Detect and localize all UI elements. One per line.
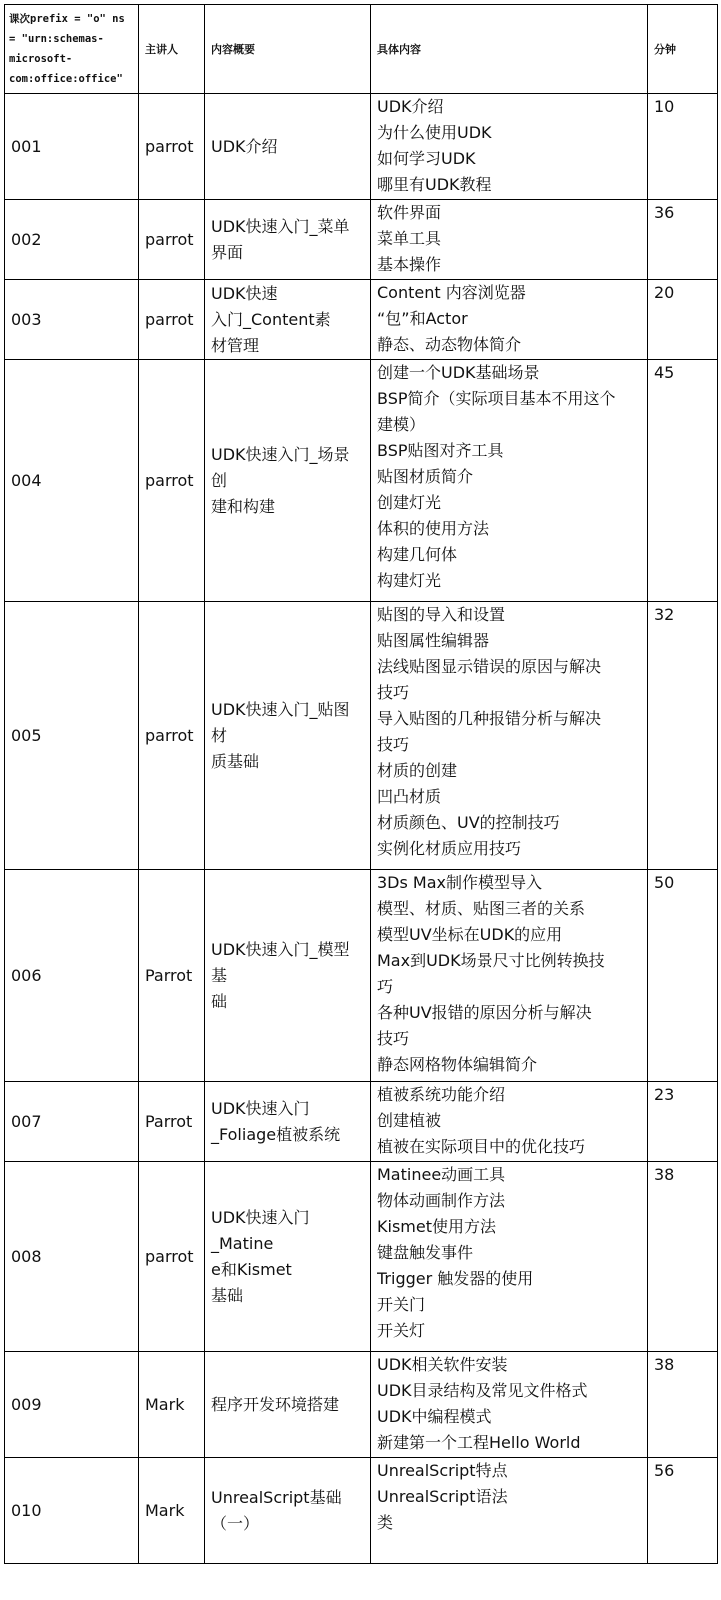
detail-item: UnrealScript语法 — [377, 1487, 508, 1506]
details-cell — [371, 200, 648, 280]
summary-cell: UnrealScript基础（一） — [205, 1458, 371, 1564]
header-minutes: 分钟 — [648, 5, 718, 94]
detail-item: 导入贴图的几种报错分析与解决 技巧 — [377, 709, 602, 754]
speaker-cell: parrot — [139, 94, 205, 200]
detail-item: 实例化材质应用技巧 — [377, 839, 522, 858]
detail-item: 凹凸材质 — [377, 787, 442, 806]
detail-item: 植被系统功能介绍 — [377, 1085, 506, 1104]
table-row — [5, 1352, 718, 1458]
detail-item: 创建植被 — [377, 1111, 442, 1130]
detail-item: 为什么使用UDK — [377, 123, 492, 142]
details-cell — [371, 94, 648, 200]
detail-item: 贴图材质简介 — [377, 467, 474, 486]
detail-item: BSP简介（实际项目基本不用这个 建模） — [377, 389, 616, 434]
speaker-cell: Mark — [139, 1352, 205, 1458]
detail-item: UnrealScript特点 — [377, 1461, 508, 1480]
details-cell — [371, 870, 648, 1082]
speaker-cell: parrot — [139, 280, 205, 360]
minutes-cell: 36 — [648, 200, 718, 280]
detail-item: Matinee动画工具 — [377, 1165, 506, 1184]
lesson-number: 010 — [5, 1458, 139, 1564]
details-cell — [371, 1082, 648, 1162]
details-cell — [371, 1458, 648, 1564]
detail-item: 类 — [377, 1513, 394, 1532]
summary-cell: UDK快速入门_场景创 建和构建 — [205, 360, 371, 602]
detail-item: 物体动画制作方法 — [377, 1191, 506, 1210]
detail-item: UDK中编程模式 — [377, 1407, 492, 1426]
header-speaker: 主讲人 — [139, 5, 205, 94]
detail-item: 软件界面 — [377, 203, 442, 222]
table-row — [5, 1082, 718, 1162]
lesson-number: 006 — [5, 870, 139, 1082]
header-lesson: 课次prefix = "o" ns = "urn:schemas-microsoft-com:office:office" — [5, 5, 139, 94]
table-row — [5, 870, 718, 1082]
minutes-cell: 38 — [648, 1162, 718, 1352]
table-row — [5, 200, 718, 280]
detail-item: 如何学习UDK — [377, 149, 476, 168]
summary-cell: 程序开发环境搭建 — [205, 1352, 371, 1458]
detail-item: 贴图属性编辑器 — [377, 631, 490, 650]
detail-item: 哪里有UDK教程 — [377, 175, 492, 194]
table-row — [5, 280, 718, 360]
summary-cell: UDK快速入门_模型基 础 — [205, 870, 371, 1082]
table-row — [5, 602, 718, 870]
speaker-cell: Parrot — [139, 870, 205, 1082]
minutes-cell: 45 — [648, 360, 718, 602]
details-cell — [371, 280, 648, 360]
table-row — [5, 360, 718, 602]
lesson-number: 001 — [5, 94, 139, 200]
detail-item: 创建灯光 — [377, 493, 442, 512]
lesson-number: 005 — [5, 602, 139, 870]
table-row — [5, 94, 718, 200]
table-row — [5, 1458, 718, 1564]
minutes-cell: 23 — [648, 1082, 718, 1162]
minutes-cell: 20 — [648, 280, 718, 360]
detail-item: 材质的创建 — [377, 761, 458, 780]
summary-cell: UDK快速入门_贴图材 质基础 — [205, 602, 371, 870]
details-cell — [371, 1162, 648, 1352]
header-summary: 内容概要 — [205, 5, 371, 94]
detail-item: Max到UDK场景尺寸比例转换技 巧 — [377, 951, 605, 996]
detail-item: Trigger 触发器的使用 — [377, 1269, 534, 1288]
minutes-cell: 38 — [648, 1352, 718, 1458]
detail-item: 法线贴图显示错误的原因与解决 技巧 — [377, 657, 602, 702]
detail-item: 构建灯光 — [377, 571, 442, 590]
detail-item: 模型UV坐标在UDK的应用 — [377, 925, 563, 944]
detail-item: UDK目录结构及常见文件格式 — [377, 1381, 588, 1400]
detail-item: 模型、材质、贴图三者的关系 — [377, 899, 586, 918]
detail-item: 创建一个UDK基础场景 — [377, 363, 540, 382]
details-cell — [371, 602, 648, 870]
detail-item: BSP贴图对齐工具 — [377, 441, 504, 460]
detail-item: 开关灯 — [377, 1321, 426, 1340]
speaker-cell: parrot — [139, 200, 205, 280]
detail-item: 基本操作 — [377, 255, 442, 274]
lesson-number: 007 — [5, 1082, 139, 1162]
detail-item: 材质颜色、UV的控制技巧 — [377, 813, 560, 832]
minutes-cell: 10 — [648, 94, 718, 200]
detail-item: 植被在实际项目中的优化技巧 — [377, 1137, 586, 1156]
summary-cell: UDK快速入门_菜单 界面 — [205, 200, 371, 280]
minutes-cell: 32 — [648, 602, 718, 870]
detail-item: UDK介绍 — [377, 97, 444, 116]
summary-cell: UDK快速 入门_Content素 材管理 — [205, 280, 371, 360]
speaker-cell: Mark — [139, 1458, 205, 1564]
detail-item: 键盘触发事件 — [377, 1243, 474, 1262]
detail-item: 菜单工具 — [377, 229, 442, 248]
detail-item: 静态网格物体编辑简介 — [377, 1055, 538, 1074]
summary-cell: UDK快速入门 _Foliage植被系统 — [205, 1082, 371, 1162]
detail-item: 构建几何体 — [377, 545, 458, 564]
detail-item: 新建第一个工程Hello World — [377, 1433, 581, 1452]
minutes-cell: 50 — [648, 870, 718, 1082]
lesson-number: 009 — [5, 1352, 139, 1458]
detail-item: 开关门 — [377, 1295, 426, 1314]
detail-item: Kismet使用方法 — [377, 1217, 496, 1236]
speaker-cell: parrot — [139, 360, 205, 602]
detail-item: UDK相关软件安装 — [377, 1355, 508, 1374]
detail-item: 贴图的导入和设置 — [377, 605, 506, 624]
speaker-cell: parrot — [139, 1162, 205, 1352]
summary-cell: UDK介绍 — [205, 94, 371, 200]
course-table-container — [4, 4, 717, 1564]
table-row — [5, 1162, 718, 1352]
lesson-number: 004 — [5, 360, 139, 602]
detail-item: 各种UV报错的原因分析与解决 技巧 — [377, 1003, 592, 1048]
speaker-cell: parrot — [139, 602, 205, 870]
detail-item: 静态、动态物体简介 — [377, 335, 522, 354]
speaker-cell: Parrot — [139, 1082, 205, 1162]
detail-item: 3Ds Max制作模型导入 — [377, 873, 543, 892]
detail-item: “包”和Actor — [377, 309, 468, 328]
course-table — [4, 4, 718, 1564]
detail-item: Content 内容浏览器 — [377, 283, 526, 302]
minutes-cell: 56 — [648, 1458, 718, 1564]
header-details: 具体内容 — [371, 5, 648, 94]
summary-cell: UDK快速入门 _Matine e和Kismet 基础 — [205, 1162, 371, 1352]
detail-item: 体积的使用方法 — [377, 519, 490, 538]
details-cell — [371, 1352, 648, 1458]
details-cell — [371, 360, 648, 602]
header-row — [5, 5, 718, 94]
lesson-number: 003 — [5, 280, 139, 360]
lesson-number: 008 — [5, 1162, 139, 1352]
lesson-number: 002 — [5, 200, 139, 280]
